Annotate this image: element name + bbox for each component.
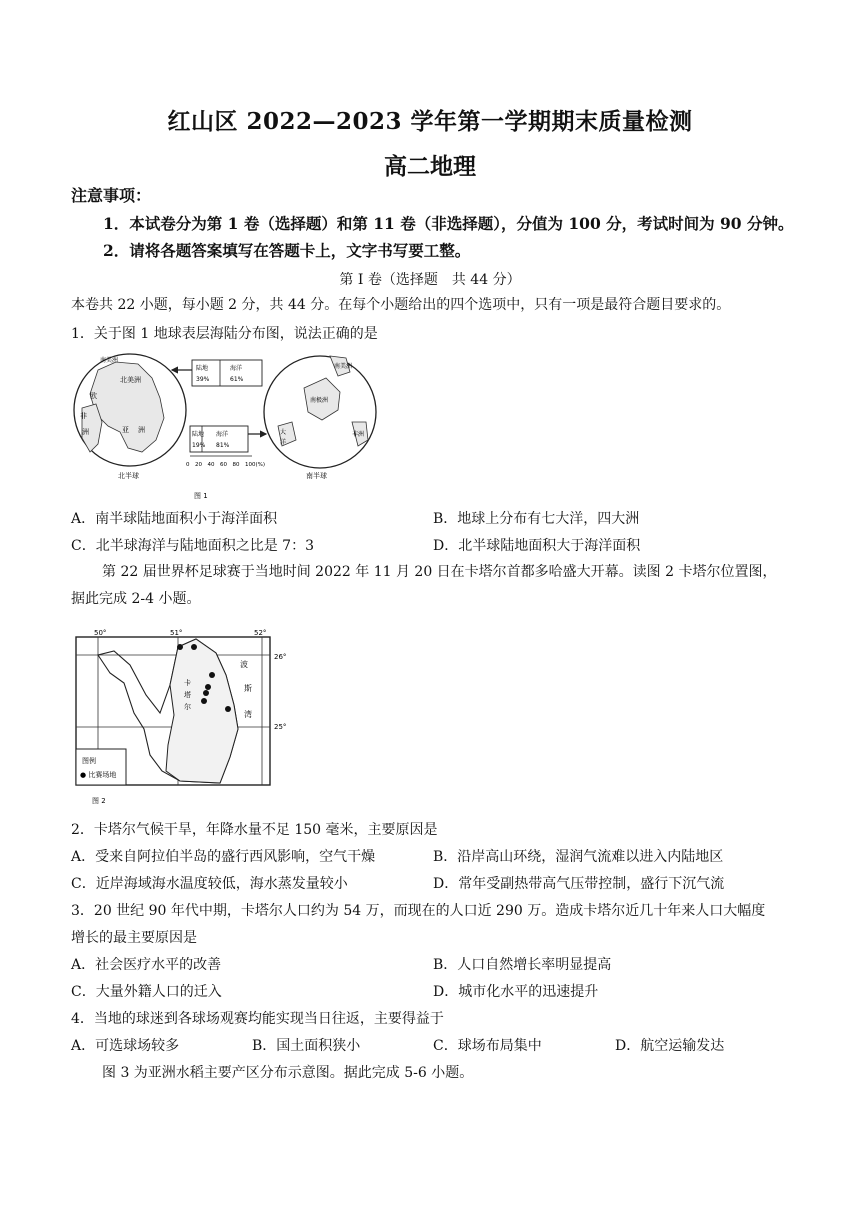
q3-option-d: D．城市化水平的迅速提升 bbox=[433, 984, 599, 1000]
figure-1-scale: 0 20 40 60 80 100(%) bbox=[186, 462, 266, 468]
lon-52: 52° bbox=[254, 629, 267, 637]
passage-2-line-1: 第 22 届世界杯足球赛于当地时间 2022 年 11 月 20 日在卡塔尔首都多哈盛大开幕。读图 2 卡塔尔位置图， bbox=[102, 564, 777, 580]
gulf-char-2: 斯 bbox=[244, 684, 252, 693]
passage-2-line-2: 据此完成 2-4 小题。 bbox=[71, 591, 201, 607]
q3-stem-line-2: 增长的最主要原因是 bbox=[71, 930, 197, 946]
q1-option-a: A．南半球陆地面积小于海洋面积 bbox=[71, 511, 278, 527]
q1-option-b: B．地球上分布有七大洋，四大洲 bbox=[433, 511, 640, 527]
gulf-char-3: 湾 bbox=[244, 710, 252, 719]
box-bottom-ocean-pct: 81% bbox=[216, 442, 230, 449]
south-continent-5: 洋 bbox=[280, 439, 287, 446]
north-continent-2: 北美洲 bbox=[120, 376, 141, 384]
north-continent-1: 南美洲 bbox=[100, 357, 119, 364]
q1-option-d: D．北半球陆地面积大于海洋面积 bbox=[433, 538, 641, 554]
q2-option-a: A．受来自阿拉伯半岛的盛行西风影响，空气干燥 bbox=[71, 849, 376, 865]
q1-option-c: C．北半球海洋与陆地面积之比是 7：3 bbox=[71, 538, 314, 554]
q3-option-a: A．社会医疗水平的改善 bbox=[71, 957, 222, 973]
south-continent-4: 大 bbox=[280, 429, 287, 436]
figure-2-caption: 图 2 bbox=[92, 797, 106, 805]
q4-option-c: C．球场布局集中 bbox=[433, 1038, 542, 1054]
notice-item-1: 1．本试卷分为第 1 卷（选择题）和第 11 卷（非选择题），分值为 100 分，考试时间为 90 分钟。 bbox=[103, 214, 794, 233]
gulf-char-1: 波 bbox=[240, 660, 248, 669]
figure-2-qatar-map bbox=[70, 625, 310, 810]
q4-option-a: A．可选球场较多 bbox=[71, 1038, 180, 1054]
qatar-char-1: 卡 bbox=[184, 679, 191, 687]
q2-option-c: C．近岸海域海水温度较低，海水蒸发量较小 bbox=[71, 876, 348, 892]
q1-stem: 1．关于图 1 地球表层海陆分布图，说法正确的是 bbox=[71, 326, 378, 342]
north-continent-5: 洲 bbox=[82, 428, 89, 436]
q2-option-b: B．沿岸高山环绕，湿润气流难以进入内陆地区 bbox=[433, 849, 724, 865]
north-continent-6: 亚 bbox=[122, 426, 129, 434]
lat-25: 25° bbox=[274, 723, 287, 731]
lon-50: 50° bbox=[94, 629, 107, 637]
q4-stem: 4．当地的球迷到各球场观赛均能实现当日往返，主要得益于 bbox=[71, 1011, 444, 1027]
south-hemisphere-label: 南半球 bbox=[306, 472, 327, 480]
lon-51: 51° bbox=[170, 629, 183, 637]
q3-option-b: B．人口自然增长率明显提高 bbox=[433, 957, 612, 973]
box-top-land: 陆地 bbox=[196, 365, 209, 372]
south-continent-1: 南美洲 bbox=[334, 363, 353, 370]
figure-1-hemispheres bbox=[68, 348, 398, 503]
north-continent-7: 洲 bbox=[138, 426, 145, 434]
qatar-char-3: 尔 bbox=[184, 703, 191, 711]
q2-option-d: D．常年受副热带高气压带控制，盛行下沉气流 bbox=[433, 876, 725, 892]
north-hemisphere-label: 北半球 bbox=[118, 472, 139, 480]
box-bottom-land-pct: 19% bbox=[192, 442, 206, 449]
legend-title: 图例 bbox=[82, 757, 96, 765]
legend-item: ● 比赛场地 bbox=[80, 771, 117, 779]
section-intro: 本卷共 22 小题，每小题 2 分，共 44 分。在每个小题给出的四个选项中，只有一项是最符合题目要求的。 bbox=[71, 297, 731, 313]
q3-option-c: C．大量外籍人口的迁入 bbox=[71, 984, 222, 1000]
q4-option-d: D．航空运输发达 bbox=[615, 1038, 725, 1054]
q3-stem-line-1: 3．20 世纪 90 年代中期，卡塔尔人口约为 54 万，而现在的人口近 290 万。造成卡塔尔近几十年来人口大幅度 bbox=[71, 903, 766, 919]
figure-1-caption: 图 1 bbox=[194, 492, 208, 500]
box-top-land-pct: 39% bbox=[196, 376, 210, 383]
exam-subtitle: 高二地理 bbox=[384, 153, 476, 180]
south-continent-2: 南极洲 bbox=[310, 397, 329, 404]
box-bottom-ocean: 海洋 bbox=[216, 431, 229, 438]
qatar-char-2: 塔 bbox=[184, 691, 191, 699]
notice-item-2: 2．请将各题答案填写在答题卡上，文字书写要工整。 bbox=[103, 241, 471, 260]
north-continent-4: 非 bbox=[80, 412, 87, 420]
exam-title: 红山区 2022—2023 学年第一学期期末质量检测 bbox=[167, 108, 693, 135]
box-top-ocean-pct: 61% bbox=[230, 376, 244, 383]
north-continent-3: 欧 bbox=[90, 392, 97, 400]
section-heading: 第 I 卷（选择题 共 44 分） bbox=[339, 272, 521, 288]
notice-heading: 注意事项： bbox=[71, 186, 152, 205]
lat-26: 26° bbox=[274, 653, 287, 661]
south-continent-3: 非洲 bbox=[352, 431, 365, 438]
q2-stem: 2．卡塔尔气候干旱，年降水量不足 150 毫米，主要原因是 bbox=[71, 822, 438, 838]
box-bottom-land: 陆地 bbox=[192, 431, 205, 438]
q4-option-b: B．国土面积狭小 bbox=[252, 1038, 361, 1054]
passage-3: 图 3 为亚洲水稻主要产区分布示意图。据此完成 5-6 小题。 bbox=[102, 1065, 474, 1081]
box-top-ocean: 海洋 bbox=[230, 365, 243, 372]
